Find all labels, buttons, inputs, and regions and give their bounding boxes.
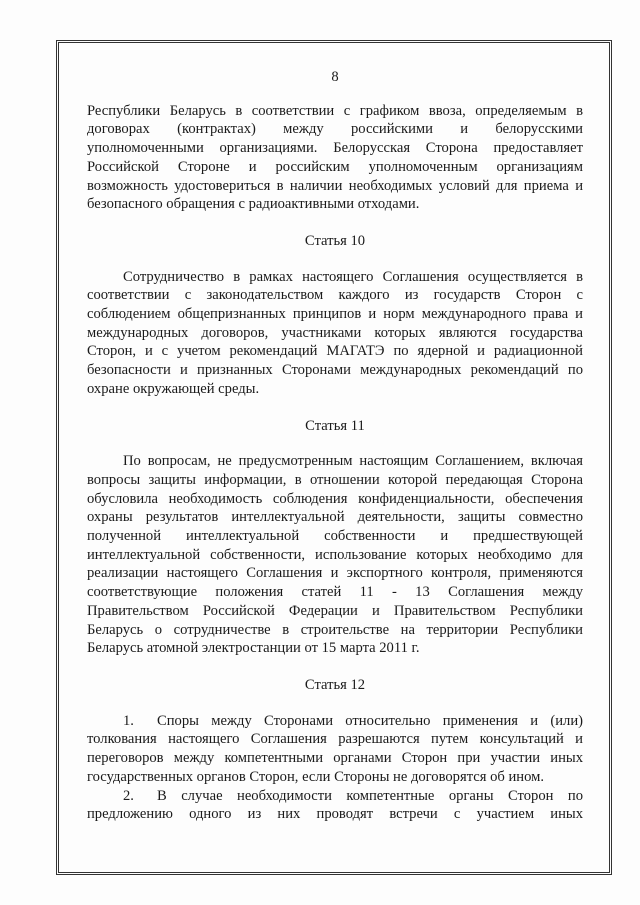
item-number: 1. <box>123 712 134 729</box>
article-11-heading: Статья 11 <box>305 417 365 434</box>
article-12-item-1 <box>87 712 583 787</box>
paragraph-intro: Республики Беларусь в соответствии с графиком ввоза, определяемым в договорах (контрактах) между российскими и белорусскими уполномоченными организациями. Белорусская Сторона предоставляет Российской Стороне и российским уполномоченным организациям возможность удостовериться в наличии необходимых условий для приема и безопасного обращения с радиоактивными отходами. <box>87 102 583 213</box>
item-text: Споры между Сторонами относительно применения и (или) толкования настоящего Соглашения разрешаются путем консультаций и переговоров между компетентными органами Сторон при участии иных государственных органов Сторон, если Стороны не договорятся об ином. <box>87 712 583 785</box>
article-12-item-2 <box>87 787 583 824</box>
document-body <box>87 68 583 824</box>
item-number: 2. <box>123 787 134 804</box>
article-10-text: Сотрудничество в рамках настоящего Соглашения осуществляется в соответствии с законодательством каждого из государств Сторон с соблюдением общепризнанных принципов и норм международного права и международных договоров, участниками которых являются государства Сторон, и с учетом рекомендаций МАГАТЭ по ядерной и радиационной безопасности и признанных Сторонами международных рекомендаций по охране окружающей среды. <box>87 268 583 397</box>
article-11-text: По вопросам, не предусмотренным настоящим Соглашением, включая вопросы защиты информации, в отношении которой передающая Сторона обусловила необходимость соблюдения конфиденциальности, обеспечения охраны результатов интеллектуальной деятельности, защиты совместно полученной интеллектуальной собственности и предшествующей интеллектуальной собственности, использование которых необходимо для реализации настоящего Соглашения и экспортного контроля, применяются соответствующие положения статей 11 - 13 Соглашения между Правительством Российской Федерации и Правительством Республики Беларусь о сотрудничестве в строительстве на территории Республики Беларусь атомной электростанции от 15 марта 2011 г. <box>87 453 583 657</box>
article-10-heading: Статья 10 <box>304 232 366 249</box>
article-12-heading: Статья 12 <box>304 676 366 693</box>
item-text: В случае необходимости компетентные органы Сторон по предложению одного из них проводят встречи с участием иных <box>87 787 583 823</box>
page-number: 8 <box>331 69 339 85</box>
